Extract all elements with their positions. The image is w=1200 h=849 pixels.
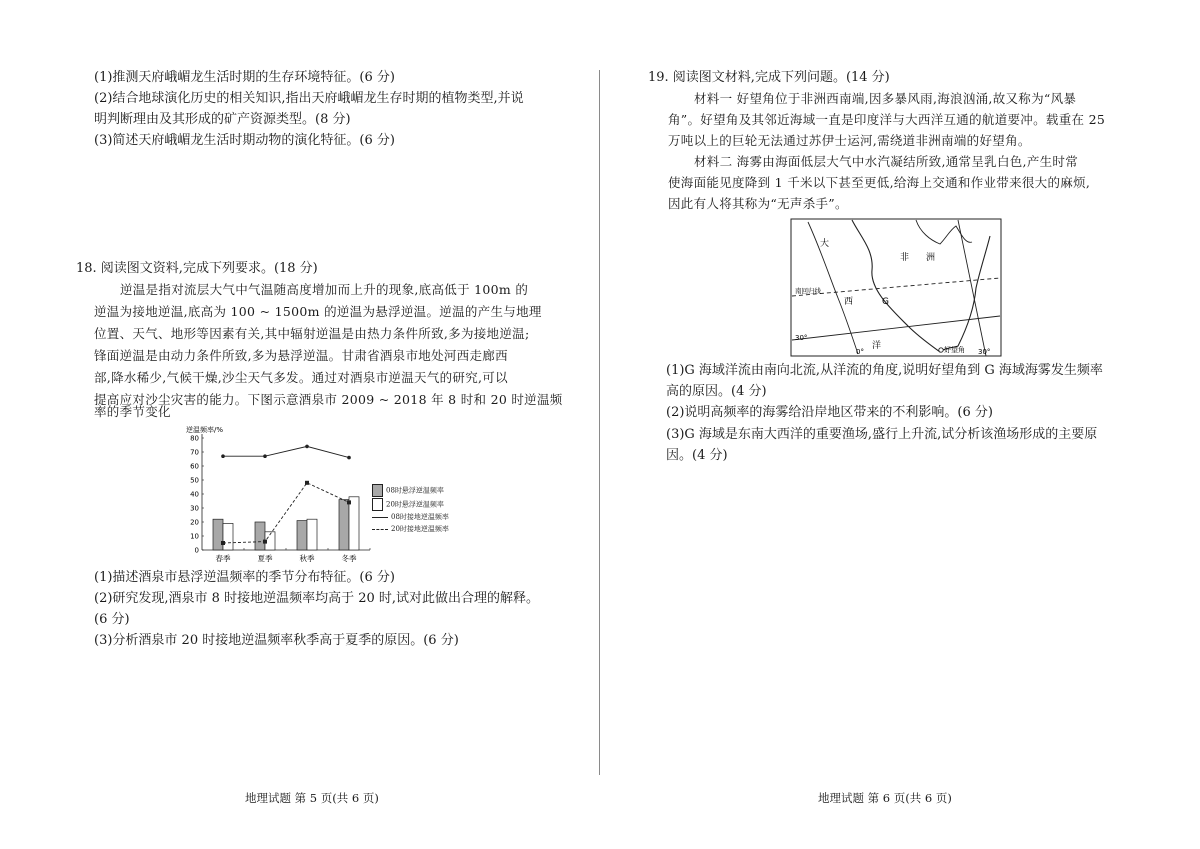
point-08-ground [221, 454, 225, 458]
q18-material-line4: 锋面逆温是由动力条件所致,多为悬浮逆温。甘肃省酒泉市地处河西走廊西 [94, 348, 508, 363]
q18-part2-line1: (2)研究发现,酒泉市 8 时接地逆温频率均高于 20 时,试对此做出合理的解释。 [94, 591, 540, 606]
map-label-lon0: 0° [856, 348, 864, 356]
bar-08-suspended [339, 500, 349, 550]
legend-swatch [372, 484, 383, 497]
q19-part1-line1: (1)G 海域洋流由南向北流,从洋流的角度,说明好望角到 G 海域海雾发生频率 [666, 363, 1103, 378]
q18-material-line6: 提高应对沙尘灾害的能力。下图示意酒泉市 2009 ~ 2018 年 8 时和 20 时逆温频 [94, 392, 563, 407]
bar-20-suspended [307, 519, 317, 550]
q19-material2-line1: 材料二 海雾由海面低层大气中水汽凝结所致,通常呈乳白色,产生时常 [694, 154, 1079, 169]
x-tick-label: 春季 [215, 554, 231, 563]
point-08-ground [263, 454, 267, 458]
q18-material-line1: 逆温是指对流层大气中气温随高度增加而上升的现象,底高低于 100m 的 [120, 282, 529, 297]
q18-part2-line2: (6 分) [94, 612, 130, 627]
legend-label: 08时悬浮逆温频率 [386, 486, 444, 495]
q18-material-line2: 逆温为接地逆温,底高为 100 ~ 1500m 的逆温为悬浮逆温。逆温的产生与地理 [94, 304, 542, 319]
q17-part2-line2: 明判断理由及其形成的矿产资源类型。(8 分) [94, 112, 351, 127]
y-tick-label: 0 [194, 546, 199, 555]
map-label-da: 大 [820, 239, 830, 249]
x-tick-label: 秋季 [299, 554, 315, 563]
map-label-fei: 非 [900, 253, 910, 263]
y-tick-label: 80 [190, 434, 199, 443]
bar-08-suspended [297, 521, 307, 550]
map-label-tropic: 南回归线 [795, 287, 821, 295]
map-label-cape: 好望角 [944, 346, 965, 354]
q19-title: 19. 阅读图文材料,完成下列问题。(14 分) [648, 70, 890, 85]
q19-part2: (2)说明高频率的海雾给沿岸地区带来的不利影响。(6 分) [666, 405, 993, 420]
q19-material1-line2: 角”。好望角及其邻近海域一直是印度洋与大西洋互通的航道要冲。载重在 25 [668, 112, 1106, 127]
cape-marker [939, 348, 943, 352]
x-tick-label: 夏季 [257, 554, 273, 563]
legend-label: 20时悬浮逆温频率 [386, 500, 444, 509]
bar-08-suspended [213, 519, 223, 550]
legend-label: 08时接地逆温频率 [391, 513, 449, 521]
y-tick-label: 60 [190, 462, 199, 471]
point-20-ground [263, 540, 267, 544]
q19-material2-line3: 因此有人将其称为“无声杀手”。 [668, 196, 848, 211]
map-label-lat30: 30° [795, 334, 808, 342]
q19-part1-line2: 高的原因。(4 分) [666, 384, 767, 399]
chart-legend [372, 484, 484, 540]
map-label-yang: 洋 [872, 341, 882, 351]
point-08-ground [347, 456, 351, 460]
legend-swatch [372, 517, 388, 518]
y-tick-label: 70 [190, 448, 199, 457]
q18-material-line5: 部,降水稀少,气候干燥,沙尘天气多发。通过对酒泉市逆温天气的研究,可以 [94, 370, 508, 385]
legend-item [372, 524, 449, 534]
q18-material-line7: 率的季节变化 [94, 404, 171, 419]
q19-material2-line2: 使海面能见度降到 1 千米以下甚至更低,给海上交通和作业带来很大的麻烦, [668, 175, 1091, 190]
page-divider [599, 70, 600, 775]
y-axis-label: 逆温频率/% [186, 426, 224, 434]
legend-item [372, 484, 444, 497]
q19-part3-line1: (3)G 海域是东南大西洋的重要渔场,盛行上升流,试分析该渔场形成的主要原 [666, 427, 1098, 442]
q19-material1-line1: 材料一 好望角位于非洲西南端,因多暴风雨,海浪汹涌,故又称为“风暴 [694, 91, 1077, 106]
point-20-ground [347, 500, 351, 504]
cape-of-good-hope-map [790, 218, 1002, 358]
q18-part3: (3)分析酒泉市 20 时接地逆温频率秋季高于夏季的原因。(6 分) [94, 633, 459, 648]
q18-material-line3: 位置、天气、地形等因素有关,其中辐射逆温是由热力条件所致,多为接地逆温; [94, 326, 530, 341]
legend-swatch [372, 498, 383, 511]
q17-part3: (3)简述天府峨嵋龙生活时期动物的演化特征。(6 分) [94, 133, 395, 148]
right-page-footer: 地理试题 第 6 页(共 6 页) [818, 791, 952, 805]
bar-08-suspended [255, 522, 265, 550]
series-line-20-ground [223, 483, 349, 543]
legend-label: 20时接地逆温频率 [391, 525, 449, 533]
map-label-xi: 西 [844, 297, 854, 307]
point-20-ground [221, 541, 225, 545]
y-tick-label: 30 [190, 504, 199, 513]
q18-part1: (1)描述酒泉市悬浮逆温频率的季节分布特征。(6 分) [94, 570, 395, 585]
map-label-zhou: 洲 [926, 253, 936, 263]
q19-part3-line2: 因。(4 分) [666, 448, 728, 463]
y-tick-label: 20 [190, 518, 199, 527]
point-20-ground [305, 481, 309, 485]
map-label-lon30: 30° [978, 348, 991, 356]
left-page [0, 0, 598, 849]
q19-material1-line3: 万吨以上的巨轮无法通过苏伊士运河,需绕道非洲南端的好望角。 [668, 133, 1031, 148]
y-tick-label: 10 [190, 532, 199, 541]
x-tick-label: 冬季 [341, 554, 357, 563]
bar-20-suspended [223, 523, 233, 550]
q18-title: 18. 阅读图文资料,完成下列要求。(18 分) [76, 261, 318, 276]
legend-item [372, 498, 444, 511]
bar-20-suspended [349, 497, 359, 550]
left-page-footer: 地理试题 第 5 页(共 6 页) [245, 791, 379, 805]
q17-part2-line1: (2)结合地球演化历史的相关知识,指出天府峨嵋龙生存时期的植物类型,并说 [94, 91, 524, 106]
series-line-08-ground [223, 446, 349, 457]
point-08-ground [305, 445, 309, 449]
q17-part1: (1)推测天府峨嵋龙生活时期的生存环境特征。(6 分) [94, 70, 395, 85]
map-label-g: G [882, 297, 889, 307]
y-tick-label: 40 [190, 490, 199, 499]
legend-item [372, 512, 449, 522]
legend-swatch [372, 529, 388, 530]
y-tick-label: 50 [190, 476, 199, 485]
right-page [602, 0, 1200, 849]
